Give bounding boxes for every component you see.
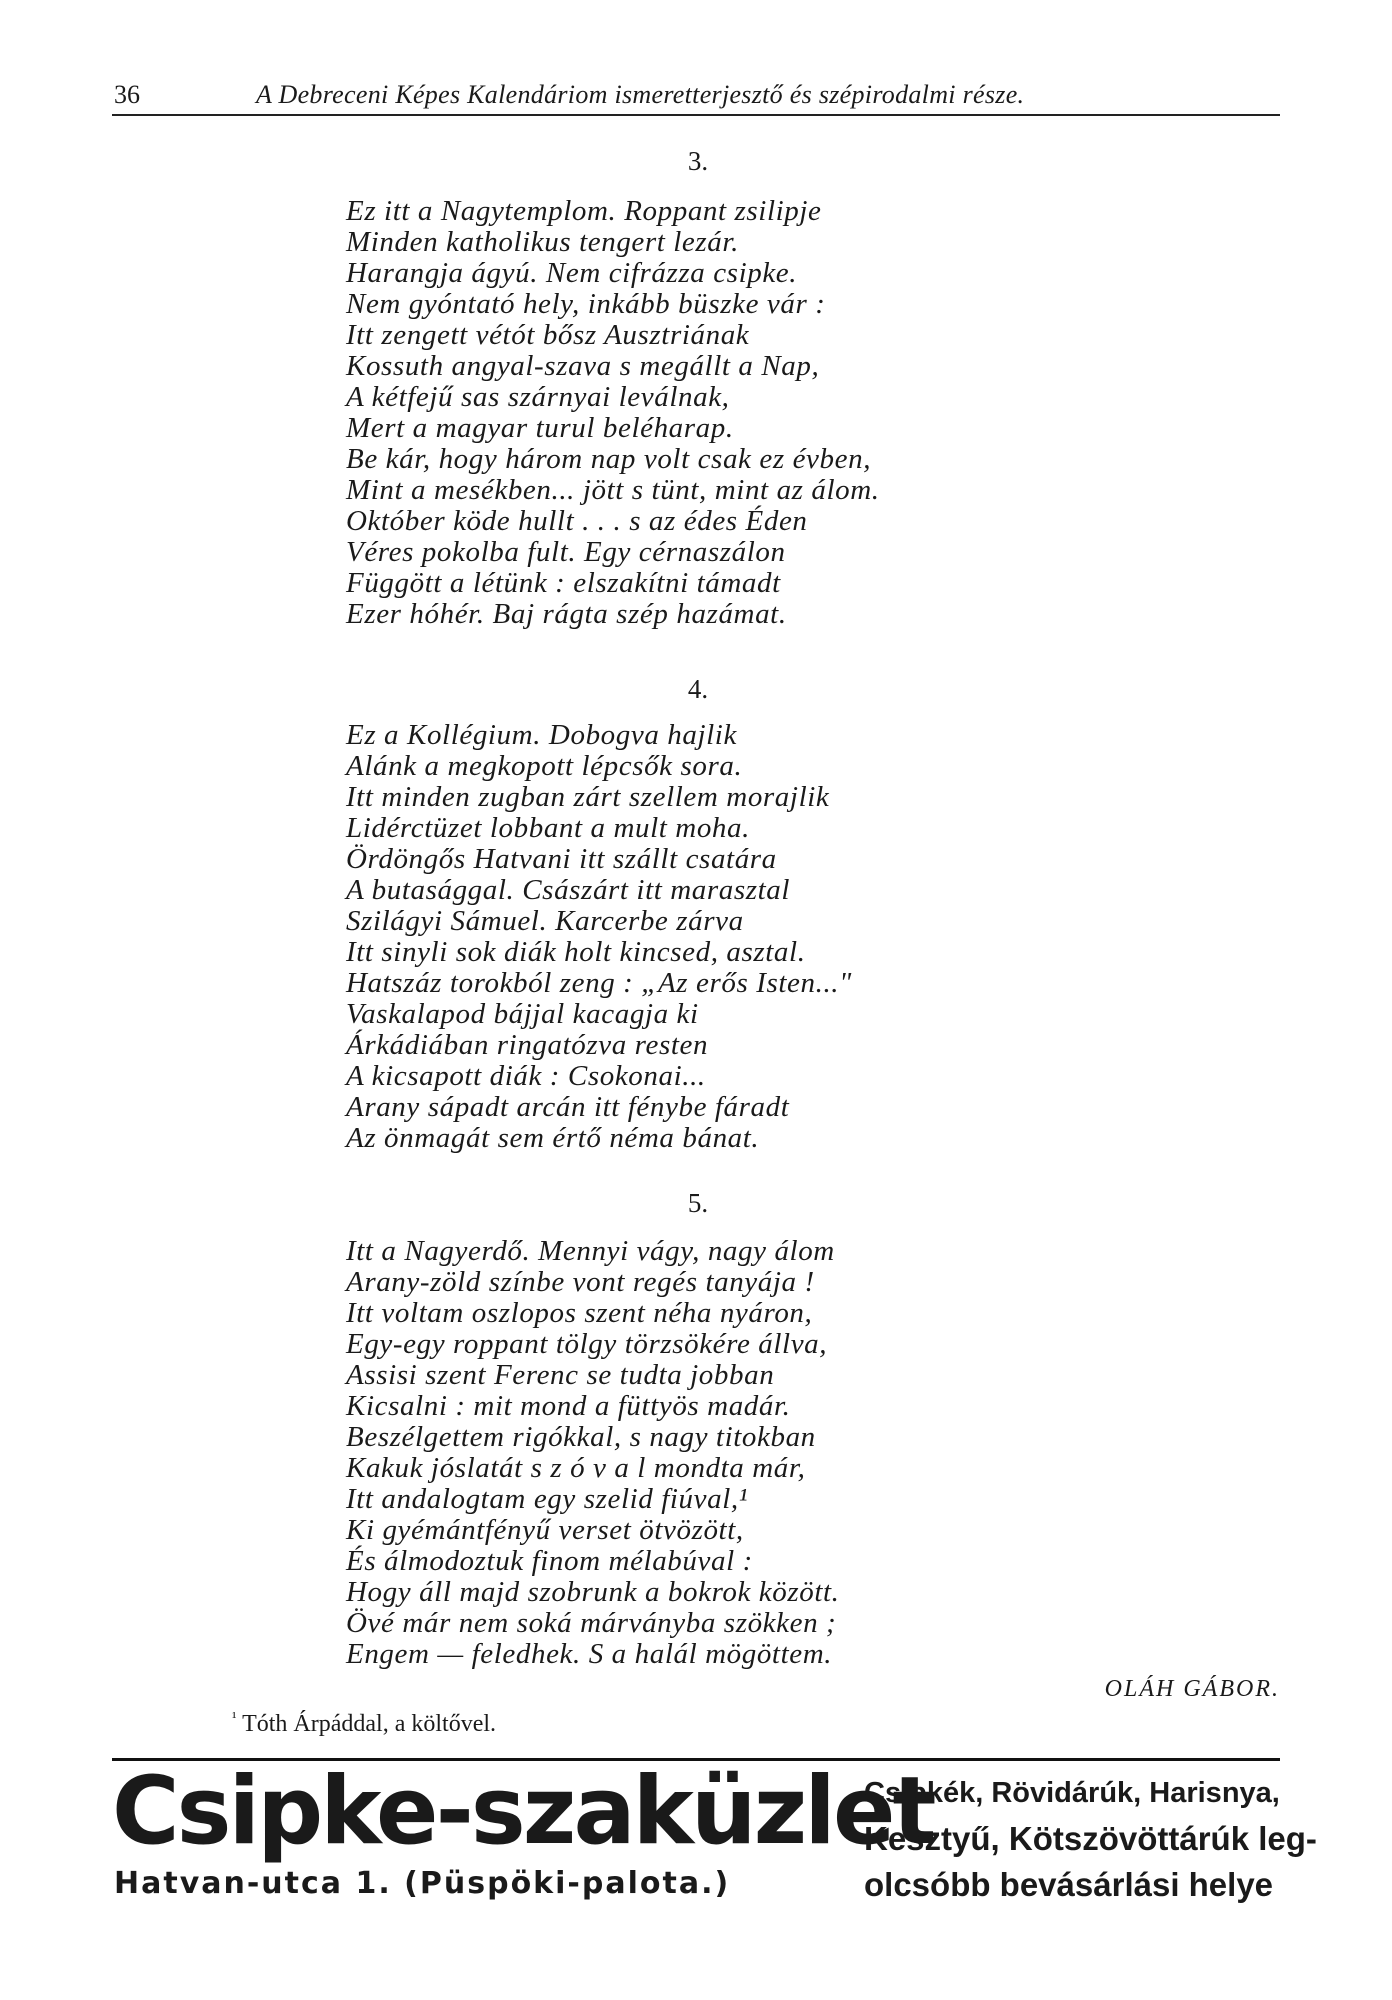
section-number: 4.	[687, 674, 709, 704]
verse-line: A butasággal. Császárt itt marasztal	[346, 874, 791, 906]
verse-line: Itt a Nagyerdő. Mennyi vágy, nagy álom	[346, 1235, 835, 1267]
ad-line: olcsóbb bevásárlási helye	[864, 1866, 1274, 1903]
verse-line: Övé már nem soká márványba szökken ;	[346, 1607, 837, 1639]
verse-line: Itt voltam oszlopos szent néha nyáron,	[346, 1297, 813, 1329]
author-signature: OLÁH GÁBOR.	[1104, 1676, 1280, 1702]
section-number: 3.	[687, 146, 709, 176]
verse-line: Arany sápadt arcán itt fénybe fáradt	[346, 1091, 790, 1123]
verse-line: Egy-egy roppant tölgy törzsökére állva,	[346, 1328, 828, 1360]
verse-line: Ezer hóhér. Baj rágta szép hazámat.	[346, 598, 787, 630]
verse-line: Vaskalapod bájjal kacagja ki	[346, 998, 699, 1030]
poem-stanza	[346, 720, 852, 1154]
verse-line: Szilágyi Sámuel. Karcerbe zárva	[346, 905, 744, 937]
verse-line: Függött a létünk : elszakítni támadt	[346, 567, 781, 599]
footnote-text: Tóth Árpáddal, a költővel.	[242, 1711, 497, 1737]
verse-line: A kétfejű sas szárnyai leválnak,	[346, 381, 730, 413]
verse-line: Árkádiában ringatózva resten	[346, 1029, 709, 1061]
verse-line: Az önmagát sem értő néma bánat.	[346, 1122, 760, 1154]
verse-line: Ki gyémántfényű verset ötvözött,	[346, 1514, 744, 1546]
footnote	[232, 1710, 496, 1738]
footnote-marker: ¹	[232, 1710, 237, 1726]
verse-line: Arany-zöld színbe vont regés tanyája !	[346, 1266, 815, 1298]
verse-line: Kossuth angyal-szava s megállt a Nap,	[346, 350, 820, 382]
verse-line: Kakuk jóslatát s z ó v a l mondta már,	[346, 1452, 806, 1484]
page-number: 36	[114, 80, 140, 109]
verse-line: Kicsalni : mit mond a füttyös madár.	[346, 1390, 791, 1422]
verse-line: Mert a magyar turul beléharap.	[346, 412, 734, 444]
verse-line: Itt sinyli sok diák holt kincsed, asztal.	[346, 936, 806, 968]
verse-line: Mint a mesékben... jött s tünt, mint az álom.	[346, 474, 880, 506]
verse-line: Engem — feledhek. S a halál mögöttem.	[346, 1638, 833, 1670]
ad-description	[864, 1770, 1317, 1908]
verse-line: Harangja ágyú. Nem cifrázza csipke.	[346, 257, 798, 289]
verse-line: Véres pokolba fult. Egy cérnaszálon	[346, 536, 786, 568]
poem-stanza	[346, 1236, 840, 1670]
verse-line: És álmodoztuk finom mélabúval :	[346, 1545, 753, 1577]
ad-line: Kesztyű, Kötszövöttárúk leg-	[864, 1820, 1317, 1857]
section-number: 5.	[687, 1188, 709, 1218]
verse-line: Assisi szent Ferenc se tudta jobban	[346, 1359, 775, 1391]
verse-line: Alánk a megkopott lépcsők sora.	[346, 750, 743, 782]
ad-address: Hatvan-utca 1. (Püspöki-palota.)	[114, 1866, 731, 1901]
verse-line: Ördöngős Hatvani itt szállt csatára	[346, 843, 777, 875]
running-title: A Debreceni Képes Kalendáriom ismeretterjesztő és szépirodalmi része.	[256, 80, 1025, 109]
verse-line: Itt zengett vétót bősz Ausztriának	[346, 319, 750, 351]
verse-line: Ez itt a Nagytemplom. Roppant zsilipje	[346, 195, 822, 227]
ad-line: Csipkék, Rövidárúk, Harisnya,	[864, 1777, 1280, 1809]
verse-line: Ez a Kollégium. Dobogva hajlik	[346, 719, 737, 751]
verse-line: A kicsapott diák : Csokonai...	[346, 1060, 706, 1092]
running-header	[112, 80, 1280, 116]
verse-line: Október köde hullt . . . s az édes Éden	[346, 505, 808, 537]
verse-line: Hatszáz torokból zeng : „Az erős Isten..."	[346, 967, 852, 999]
verse-line: Minden katholikus tengert lezár.	[346, 226, 739, 258]
verse-line: Itt andalogtam egy szelid fiúval,¹	[346, 1483, 749, 1515]
verse-line: Itt minden zugban zárt szellem morajlik	[346, 781, 830, 813]
verse-line: Be kár, hogy három nap volt csak ez évben,	[346, 443, 872, 475]
verse-line: Nem gyóntató hely, inkább büszke vár :	[346, 288, 826, 320]
verse-line: Hogy áll majd szobrunk a bokrok között.	[346, 1576, 840, 1608]
poem-stanza	[346, 196, 880, 630]
ad-shop-name: Csipke-szaküzlet	[112, 1757, 934, 1866]
verse-line: Lidérctüzet lobbant a mult moha.	[346, 812, 750, 844]
verse-line: Beszélgettem rigókkal, s nagy titokban	[346, 1421, 816, 1453]
